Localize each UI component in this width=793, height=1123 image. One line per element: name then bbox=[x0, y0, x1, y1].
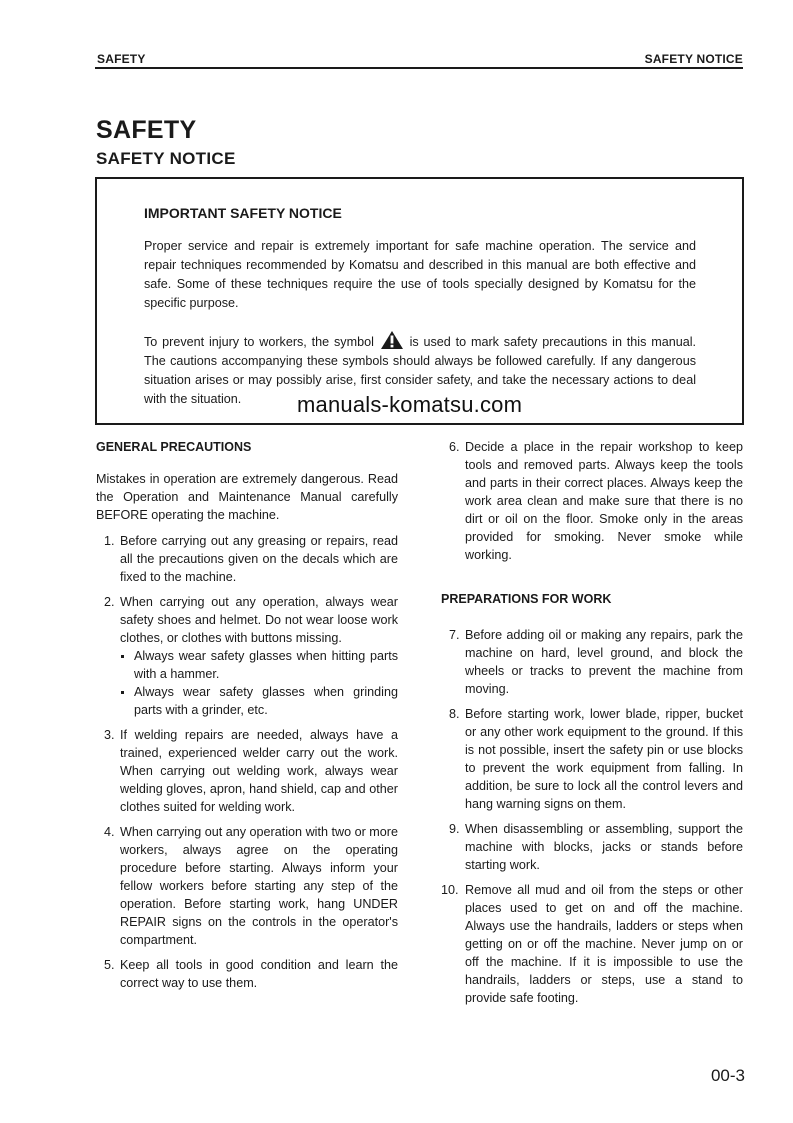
item-text: Remove all mud and oil from the steps or other places used to get on and off the machine. Always use the handrails, ladders or steps when getting on or off the machine. Never jump on or off the machine. If it is impossible to use the handrails, ladders or steps, use a stand to provide safe footing. bbox=[465, 883, 743, 1005]
item-text: Before carrying out any greasing or repairs, read all the precautions given on the decals which are fixed to the machine. bbox=[120, 534, 398, 584]
item-number: 4. bbox=[104, 825, 115, 839]
list-item bbox=[441, 626, 743, 698]
notice-title: IMPORTANT SAFETY NOTICE bbox=[144, 205, 342, 221]
running-header-left: SAFETY bbox=[97, 52, 146, 66]
item-number: 1. bbox=[104, 534, 115, 548]
item-text: Before adding oil or making any repairs, park the machine on hard, level ground, and block the wheels or tracks to prevent the machine from moving. bbox=[465, 628, 743, 696]
page-subtitle: SAFETY NOTICE bbox=[96, 149, 236, 168]
bullet-item: Always wear safety glasses when grinding parts with a grinder, etc. bbox=[120, 683, 398, 719]
list-item bbox=[441, 705, 743, 813]
left-column bbox=[96, 438, 398, 999]
watermark: manuals-komatsu.com bbox=[297, 392, 523, 417]
item-text: If welding repairs are needed, always have a trained, experienced welder carry out the work. When carrying out welding work, always wear welding gloves, apron, hand shield, cap and other clothes suited for welding work. bbox=[120, 728, 398, 814]
item-text: When carrying out any operation with two or more workers, always agree on the operating procedure before starting. Always inform your fellow workers before starting any step of the operation. Before starting work, hang UNDER REPAIR signs on the controls in the operator's compartment. bbox=[120, 825, 398, 947]
list-item bbox=[441, 438, 743, 564]
preparations-heading: PREPARATIONS FOR WORK bbox=[441, 592, 612, 606]
important-notice-box bbox=[95, 177, 744, 425]
list-item bbox=[441, 820, 743, 874]
right-column bbox=[441, 438, 743, 1014]
page-number: 00-3 bbox=[710, 1066, 745, 1085]
item-number: 9. bbox=[449, 822, 460, 836]
item-text: When carrying out any operation, always wear safety shoes and helmet. Do not wear loose work clothes, or clothes with buttons missing. bbox=[120, 595, 398, 645]
header-rule bbox=[95, 67, 743, 69]
notice-paragraph-2-start: To prevent injury to workers, the symbol bbox=[144, 335, 374, 349]
list-item bbox=[441, 881, 743, 1007]
item-text: Before starting work, lower blade, ripper, bucket or any other work equipment to the ground. If this is not possible, insert the safety pin or use blocks to prevent the work equipment from falling. In addition, be sure to lock all the control levers and hang warning signs on them. bbox=[465, 707, 743, 811]
warning-triangle-icon bbox=[381, 331, 403, 349]
item-number: 5. bbox=[104, 958, 115, 972]
item-number: 2. bbox=[104, 595, 115, 609]
item-text: Keep all tools in good condition and learn the correct way to use them. bbox=[120, 958, 398, 990]
notice-paragraph-2-end: is used to mark safety precautions in this manual. The cautions accompanying these symbols should always be followed carefully. If any dangerous situation arises or may possibly arise, first consider safety, and take the necessary actions to deal with the situation. bbox=[144, 335, 697, 406]
item-number: 10. bbox=[441, 883, 459, 897]
list-item bbox=[96, 726, 398, 816]
item-number: 8. bbox=[449, 707, 460, 721]
notice-paragraph-1: Proper service and repair is extremely important for safe machine operation. The service and repair techniques recommended by Komatsu and described in this manual are both effective and safe. Some of these techniques require the use of tools specially designed by Komatsu for the specific purpose. bbox=[144, 239, 696, 310]
item-text: When disassembling or assembling, support the machine with blocks, jacks or stands before starting work. bbox=[465, 822, 743, 872]
running-header-right: SAFETY NOTICE bbox=[644, 52, 743, 66]
page-title: SAFETY bbox=[96, 116, 197, 144]
list-item bbox=[96, 956, 398, 992]
general-precautions-heading: GENERAL PRECAUTIONS bbox=[96, 440, 252, 454]
item-number: 6. bbox=[449, 440, 460, 454]
list-item bbox=[96, 823, 398, 949]
list-item bbox=[96, 532, 398, 586]
item-text: Decide a place in the repair workshop to keep tools and removed parts. Always keep the tools and parts in their correct places. Always keep the work area clean and make sure that there is no dirt or oil on the floor. Smoke only in the areas provided for smoking. Never smoke while working. bbox=[465, 440, 743, 562]
item-number: 7. bbox=[449, 628, 460, 642]
item-number: 3. bbox=[104, 728, 115, 742]
list-item bbox=[96, 593, 398, 719]
general-intro: Mistakes in operation are extremely dangerous. Read the Operation and Maintenance Manual carefully BEFORE operating the machine. bbox=[96, 472, 398, 522]
bullet-item: Always wear safety glasses when hitting parts with a hammer. bbox=[120, 647, 398, 683]
